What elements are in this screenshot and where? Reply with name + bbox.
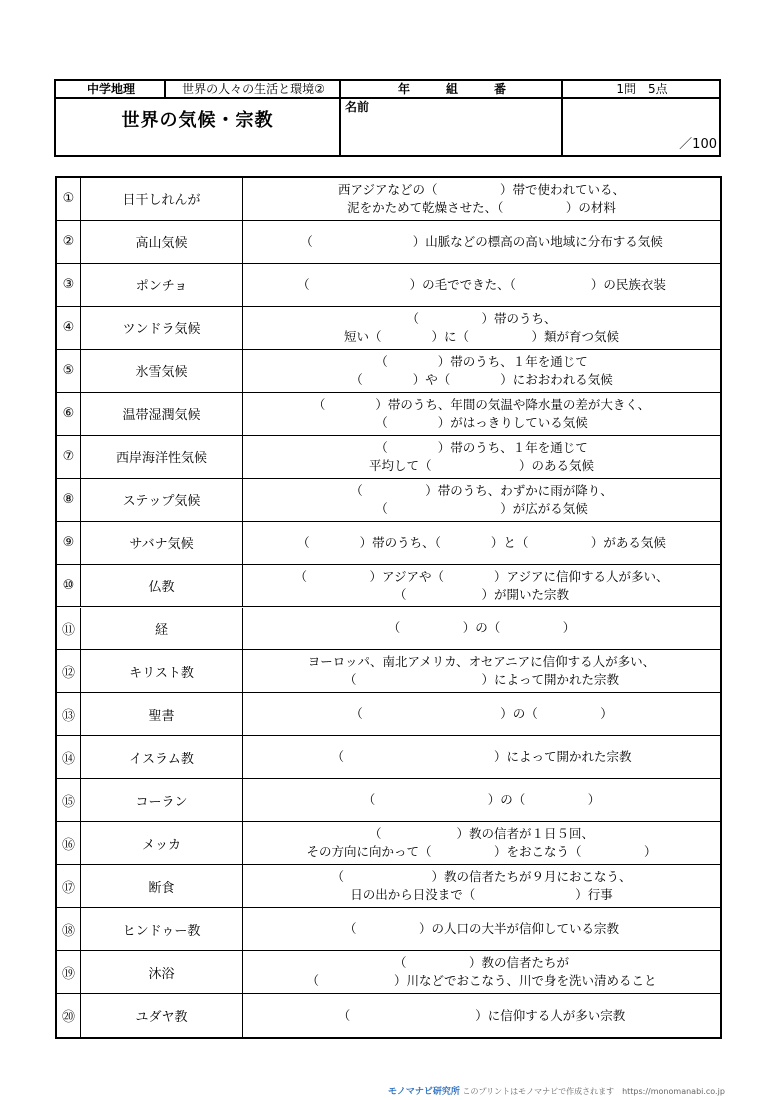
question-term: コーラン [81, 779, 243, 821]
question-row [57, 221, 720, 264]
question-term: メッカ [81, 822, 243, 864]
question-description [243, 951, 720, 993]
description-line: （ ）教の信者が１日５回、 [368, 826, 594, 842]
name-label: 名前 [345, 100, 370, 114]
worksheet-header [54, 79, 721, 157]
description-line: （ ）の（ ） [362, 792, 601, 808]
class-info-label: 年 組 番 [397, 82, 506, 96]
question-row [57, 994, 720, 1037]
description-line: （ ）が開いた宗教 [393, 586, 569, 602]
question-description [243, 393, 720, 435]
description-line: （ ）山脈などの標高の高い地域に分布する気候 [300, 233, 663, 249]
description-line: （ ）帯のうち、わずかに雨が降り、 [350, 482, 613, 498]
question-term: キリスト教 [81, 650, 243, 692]
question-row [57, 522, 720, 565]
description-line: （ ）帯のうち、 [406, 310, 557, 326]
question-description [243, 865, 720, 907]
question-term: ヒンドゥー教 [81, 908, 243, 950]
description-line: ヨーロッパ、南北アメリカ、オセアニアに信仰する人が多い、 [307, 654, 656, 670]
description-line: （ ）がはっきりしている気候 [375, 414, 588, 430]
description-line: （ ）によって開かれた宗教 [331, 749, 632, 765]
question-description [243, 693, 720, 735]
description-line: （ ）帯のうち、（ ）と（ ）がある気候 [297, 534, 666, 550]
question-number: ④ [57, 307, 81, 349]
description-line: （ ）に信仰する人が多い宗教 [337, 1007, 626, 1023]
question-number: ⑤ [57, 350, 81, 392]
name-field[interactable] [356, 111, 556, 151]
question-description [243, 479, 720, 521]
question-number: ⑩ [57, 565, 81, 607]
question-number: ⑧ [57, 479, 81, 521]
question-term: ポンチョ [81, 264, 243, 306]
description-line: 西アジアなどの（ ）帯で使われている、 [337, 181, 625, 197]
question-description [243, 608, 720, 650]
description-line: （ ）教の信者たちが９月におこなう、 [331, 869, 632, 885]
question-number: ⑰ [57, 865, 81, 907]
worksheet-title: 世界の気候・宗教 [121, 110, 274, 131]
question-term: 聖書 [81, 693, 243, 735]
footer-brand: モノマナビ研究所 [388, 1087, 460, 1097]
question-description [243, 565, 720, 607]
question-row [57, 865, 720, 908]
description-line: （ ）帯のうち、１年を通じて [375, 353, 588, 369]
question-description [243, 736, 720, 778]
question-row [57, 479, 720, 522]
question-description [243, 350, 720, 392]
question-term: 断食 [81, 865, 243, 907]
description-line: （ ）の人口の大半が信仰している宗教 [343, 921, 619, 937]
question-term: 沐浴 [81, 951, 243, 993]
question-row [57, 736, 720, 779]
description-line: 短い（ ）に（ ）類が育つ気候 [343, 328, 619, 344]
question-number: ⑬ [57, 693, 81, 735]
footer-text: このプリントはモノマナビで作成されます https://monomanabi.co.jp [462, 1087, 725, 1096]
question-description [243, 822, 720, 864]
question-number: ⑯ [57, 822, 81, 864]
question-description [243, 779, 720, 821]
question-number: ⑫ [57, 650, 81, 692]
question-description [243, 264, 720, 306]
question-description [243, 307, 720, 349]
question-number: ② [57, 221, 81, 263]
question-row [57, 779, 720, 822]
question-term: 日干しれんが [81, 178, 243, 220]
question-term: ステップ気候 [81, 479, 243, 521]
question-description [243, 221, 720, 263]
question-term: 仏教 [81, 565, 243, 607]
description-line: （ ）の毛でできた、（ ）の民族衣装 [297, 276, 666, 292]
question-row [57, 307, 720, 350]
question-number: ① [57, 178, 81, 220]
question-term: 高山気候 [81, 221, 243, 263]
footer [388, 1084, 725, 1097]
description-line: （ ）川などでおこなう、川で身を洗い清めること [306, 973, 657, 989]
question-description [243, 178, 720, 220]
question-row [57, 264, 720, 307]
description-line: （ ）教の信者たちが [393, 955, 569, 971]
points-label: 1問 5点 [616, 82, 668, 96]
question-row [57, 693, 720, 736]
question-row [57, 350, 720, 393]
question-row [57, 436, 720, 479]
unit-label: 世界の人々の生活と環境② [182, 82, 325, 96]
description-line: その方向に向かって（ ）をおこなう（ ） [306, 844, 657, 860]
question-term: ツンドラ気候 [81, 307, 243, 349]
question-row [57, 608, 720, 651]
question-number: ⑱ [57, 908, 81, 950]
question-number: ⑭ [57, 736, 81, 778]
question-description [243, 908, 720, 950]
question-term: 温帯湿潤気候 [81, 393, 243, 435]
description-line: （ ）の（ ） [387, 620, 576, 636]
question-term: 氷雪気候 [81, 350, 243, 392]
question-table [55, 176, 722, 1039]
question-term: ユダヤ教 [81, 994, 243, 1037]
description-line: （ ）が広がる気候 [375, 500, 588, 516]
question-description [243, 994, 720, 1037]
question-term: サバナ気候 [81, 522, 243, 564]
question-term: イスラム教 [81, 736, 243, 778]
question-number: ⑳ [57, 994, 81, 1037]
subject-label: 中学地理 [86, 82, 135, 96]
question-number: ③ [57, 264, 81, 306]
question-term: 西岸海洋性気候 [81, 436, 243, 478]
question-description [243, 522, 720, 564]
description-line: 日の出から日没まで（ ）行事 [350, 887, 613, 903]
question-number: ⑲ [57, 951, 81, 993]
question-number: ⑪ [57, 608, 81, 650]
question-row [57, 565, 720, 608]
description-line: 平均して（ ）のある気候 [368, 457, 594, 473]
description-line: （ ）や（ ）におおわれる気候 [350, 371, 613, 387]
question-number: ⑨ [57, 522, 81, 564]
question-row [57, 178, 720, 221]
description-line: （ ）帯のうち、１年を通じて [375, 439, 588, 455]
question-row [57, 822, 720, 865]
description-line: （ ）によって開かれた宗教 [343, 672, 619, 688]
question-term: 経 [81, 608, 243, 650]
description-line: （ ）の（ ） [350, 706, 613, 722]
question-number: ⑥ [57, 393, 81, 435]
description-line: （ ）帯のうち、年間の気温や降水量の差が大きく、 [312, 396, 651, 412]
score-total: ／100 [679, 137, 717, 152]
question-row [57, 650, 720, 693]
question-row [57, 393, 720, 436]
question-description [243, 650, 720, 692]
description-line: （ ）アジアや（ ）アジアに信仰する人が多い、 [294, 568, 669, 584]
question-number: ⑮ [57, 779, 81, 821]
question-row [57, 908, 720, 951]
question-number: ⑦ [57, 436, 81, 478]
description-line: 泥をかためて乾燥させた、（ ）の材料 [347, 199, 616, 215]
question-row [57, 951, 720, 994]
question-description [243, 436, 720, 478]
